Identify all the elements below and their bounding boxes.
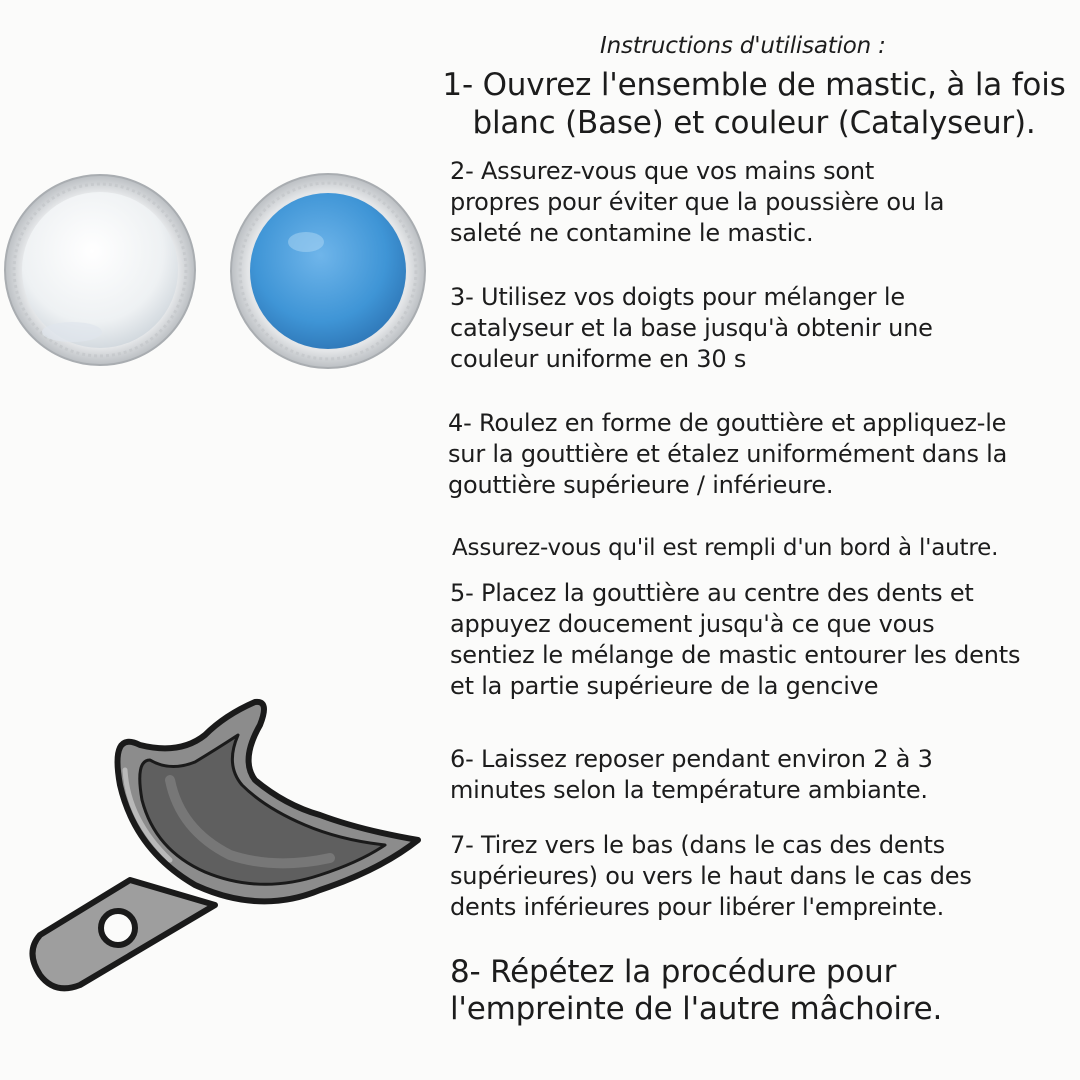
step-4-text: 4- Roulez en forme de gouttière et appliquez-le sur la gouttière et étalez uniformément dans la gouttière supérieure / inférieure. [448, 409, 1008, 499]
step-2-text: 2- Assurez-vous que vos mains sont propres pour éviter que la poussière ou la saleté ne contamine le mastic. [450, 157, 945, 247]
white-base-putty-cup [2, 172, 198, 368]
step-6-text: 6- Laissez reposer pendant environ 2 à 3 minutes selon la température ambiante. [450, 745, 933, 804]
instructions-title: Instructions d'utilisation : [600, 33, 886, 59]
step-3-text: 3- Utilisez vos doigts pour mélanger le catalyseur et la base jusqu'à obtenir une couleur uniforme en 30 s [450, 283, 933, 373]
step-5-text: 5- Placez la gouttière au centre des dents et appuyez doucement jusqu'à ce que vous sentiez le mélange de mastic entourer les dents et la partie supérieure de la gencive [450, 579, 1021, 700]
step-8-text: 8- Répétez la procédure pour l'empreinte de l'autre mâchoire. [450, 954, 943, 1027]
blue-catalyst-putty-cup [228, 172, 430, 372]
dental-impression-tray-illustration [20, 690, 430, 1020]
fill-note-text: Assurez-vous qu'il est rempli d'un bord à l'autre. [452, 535, 999, 561]
step-7-text: 7- Tirez vers le bas (dans le cas des dents supérieures) ou vers le haut dans le cas des dents inférieures pour libérer l'empreinte. [450, 831, 972, 921]
step-1-text: 1- Ouvrez l'ensemble de mastic, à la fois blanc (Base) et couleur (Catalyseur). [442, 67, 1066, 141]
